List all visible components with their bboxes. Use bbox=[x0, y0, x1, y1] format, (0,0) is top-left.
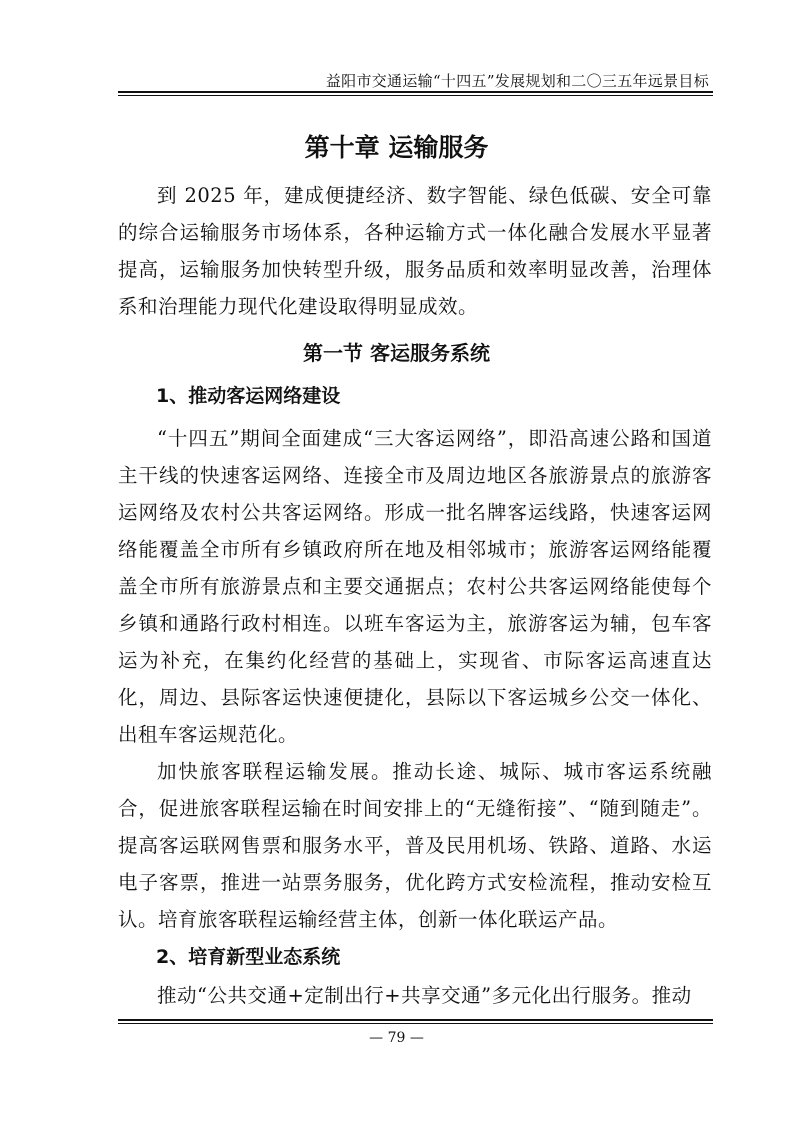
page-number: — 79 — bbox=[369, 1030, 424, 1046]
intro-paragraph: 到 2025 年，建成便捷经济、数字智能、绿色低碳、安全可靠的综合运输服务市场体系，各种运输方式一体化融合发展水平显著提高，运输服务加快转型升级，服务品质和效率明显改善，治理体系和治理能力现代化建设取得明显成效。 bbox=[118, 184, 712, 318]
subsection-heading-2: 2、培育新型业态系统 bbox=[156, 946, 341, 968]
header-rule-thick bbox=[118, 91, 713, 93]
subsection-heading-1: 1、推动客运网络建设 bbox=[156, 385, 341, 407]
header-rule-thin bbox=[118, 95, 713, 96]
section-title: 第一节 客运服务系统 bbox=[303, 341, 490, 365]
subsection-1-paragraph-2: 加快旅客联程运输发展。推动长途、城际、城市客运系统融合，促进旅客联程运输在时间安排上的“无缝衔接”、“随到随走”。提高客运联网售票和服务水平，普及民用机场、铁路、道路、水运电子客票，推进一站票务服务，优化跨方式安检流程，推动安检互认。培育旅客联程运输经营主体，创新一体化联运产品。 bbox=[118, 760, 712, 931]
footer-rule-thick bbox=[118, 1019, 713, 1021]
running-header: 益阳市交通运输“十四五”发展规划和二〇三五年远景目标 bbox=[325, 72, 709, 90]
footer-rule-thin bbox=[118, 1023, 713, 1024]
subsection-2-paragraph-1: 推动“公共交通+定制出行+共享交通”多元化出行服务。推动 bbox=[157, 984, 692, 1007]
subsection-1-paragraph-1: “十四五”期间全面建成“三大客运网络”，即沿高速公路和国道主干线的快速客运网络、连接全市及周边地区各旅游景点的旅游客运网络及农村公共客运网络。形成一批名牌客运线路，快速客运网络能覆盖全市所有乡镇政府所在地及相邻城市；旅游客运网络能覆盖全市所有旅游景点和主要交通据点；农村公共客运网络能使每个乡镇和通路行政村相连。以班车客运为主，旅游客运为辅，包车客运为补充，在集约化经营的基础上，实现省、市际客运高速直达化，周边、县际客运快速便捷化，县际以下客运城乡公交一体化、出租车客运规范化。 bbox=[118, 427, 712, 746]
chapter-title: 第十章 运输服务 bbox=[304, 133, 489, 162]
